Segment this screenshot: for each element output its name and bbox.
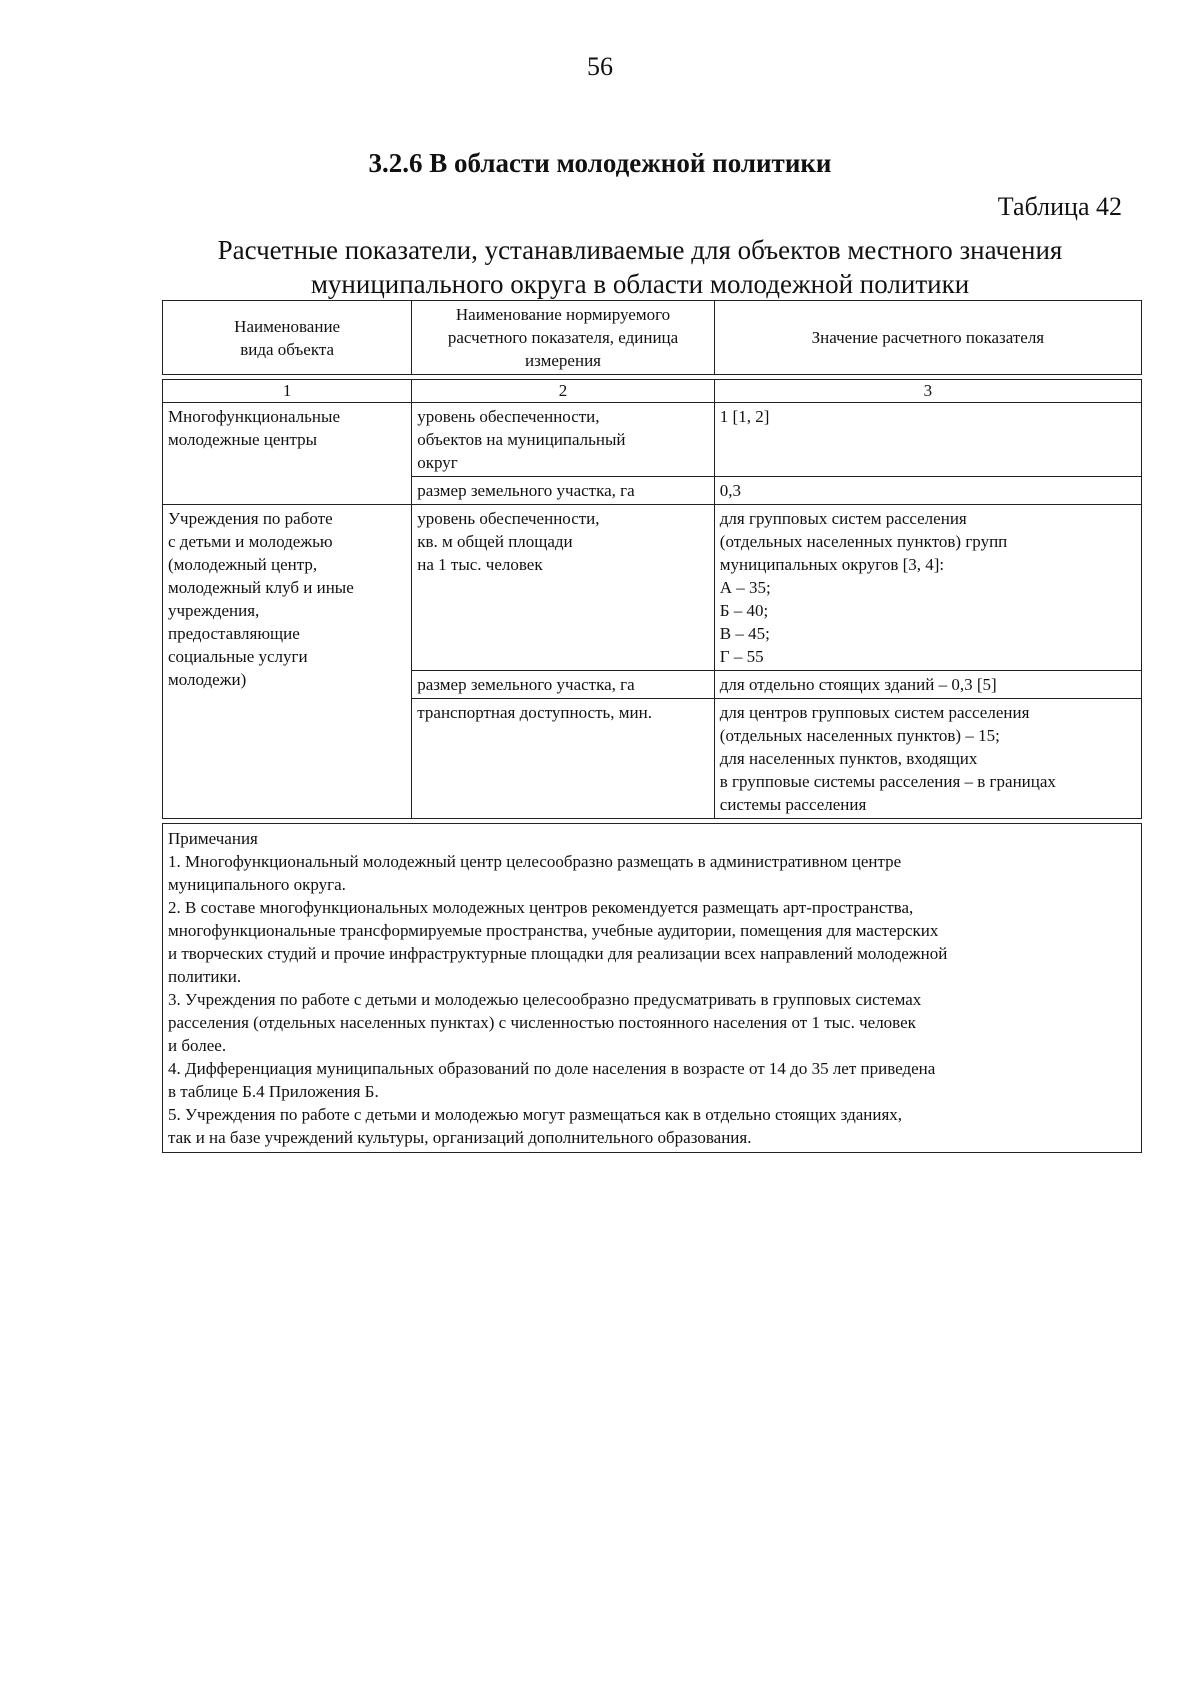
note-line: 3. Учреждения по работе с детьми и молодежью целесообразно предусматривать в групповых системах bbox=[168, 990, 922, 1009]
cell-line: уровень обеспеченности, bbox=[417, 509, 600, 528]
cell-line: А – 35; bbox=[719, 578, 771, 597]
cell-line: 1 [1, 2] bbox=[719, 407, 770, 426]
cell-line: на 1 тыс. человек bbox=[417, 555, 543, 574]
cell-line: объектов на муниципальный bbox=[417, 430, 626, 449]
header-line: Наименование нормируемого bbox=[455, 305, 671, 324]
indicator-cell bbox=[412, 403, 715, 477]
value-cell bbox=[714, 403, 1141, 477]
note-line: 5. Учреждения по работе с детьми и молодежью могут размещаться как в отдельно стоящих зданиях, bbox=[168, 1105, 903, 1124]
cell-line: кв. м общей площади bbox=[417, 532, 573, 551]
notes-cell bbox=[163, 824, 1142, 1153]
cell-line: предоставляющие bbox=[168, 624, 300, 643]
indicator-cell bbox=[412, 505, 715, 671]
header-line: измерения bbox=[525, 351, 601, 370]
caption-line: Расчетные показатели, устанавливаемые для объектов местного значения bbox=[217, 235, 1063, 265]
header-object-type bbox=[163, 301, 412, 375]
table-label: Таблица 42 bbox=[997, 192, 1122, 221]
indicator-cell bbox=[412, 699, 715, 819]
table-row bbox=[163, 505, 1142, 671]
indicators-table bbox=[162, 300, 1142, 1153]
note-line: 2. В составе многофункциональных молодежных центров рекомендуется размещать арт-пространства, bbox=[168, 898, 914, 917]
note-line: многофункциональные трансформируемые пространства, учебные аудитории, помещения для мастерских bbox=[168, 921, 939, 940]
note-line: 4. Дифференциация муниципальных образований по доле населения в возрасте от 14 до 35 лет приведена bbox=[168, 1059, 936, 1078]
cell-line: (отдельных населенных пунктов) – 15; bbox=[719, 726, 1000, 745]
header-line: расчетного показателя, единица bbox=[447, 328, 679, 347]
table-caption bbox=[150, 233, 1130, 301]
table-header-row bbox=[163, 301, 1142, 375]
cell-line: В – 45; bbox=[719, 624, 770, 643]
cell-line: размер земельного участка, га bbox=[417, 675, 635, 694]
cell-line: с детьми и молодежью bbox=[168, 532, 333, 551]
object-type-cell bbox=[163, 505, 412, 819]
note-line: 1. Многофункциональный молодежный центр целесообразно размещать в административном центре bbox=[168, 852, 902, 871]
cell-line: размер земельного участка, га bbox=[417, 481, 635, 500]
cell-line: округ bbox=[417, 453, 458, 472]
table-row bbox=[163, 403, 1142, 477]
value-cell bbox=[714, 505, 1141, 671]
cell-line: учреждения, bbox=[168, 601, 260, 620]
cell-line: Г – 55 bbox=[719, 647, 764, 666]
value-cell bbox=[714, 699, 1141, 819]
column-number: 1 bbox=[163, 380, 412, 403]
cell-line: для групповых систем расселения bbox=[719, 509, 967, 528]
cell-line: уровень обеспеченности, bbox=[417, 407, 600, 426]
header-line: Наименование bbox=[234, 316, 341, 336]
note-line: и более. bbox=[168, 1036, 227, 1055]
cell-line: Б – 40; bbox=[719, 601, 769, 620]
cell-line: 0,3 bbox=[719, 481, 742, 500]
section-title: 3.2.6 В области молодежной политики bbox=[368, 148, 832, 178]
cell-line: системы расселения bbox=[719, 795, 867, 814]
cell-line: Многофункциональные bbox=[168, 407, 341, 426]
notes-row bbox=[163, 824, 1142, 1153]
cell-line: Учреждения по работе bbox=[168, 509, 333, 528]
note-line: так и на базе учреждений культуры, организаций дополнительного образования. bbox=[168, 1128, 752, 1147]
note-line: политики. bbox=[168, 967, 242, 986]
cell-line: для населенных пунктов, входящих bbox=[719, 749, 978, 768]
header-line: Значение расчетного показателя bbox=[811, 328, 1045, 347]
note-line: и творческих студий и прочие инфраструктурные площадки для реализации всех направлений молодежной bbox=[168, 944, 948, 963]
column-number: 2 bbox=[412, 380, 715, 403]
note-line: расселения (отдельных населенных пунктах) с численностью постоянного населения от 1 тыс. человек bbox=[168, 1013, 916, 1032]
cell-line: муниципальных округов [3, 4]: bbox=[719, 555, 945, 574]
column-number: 3 bbox=[714, 380, 1141, 403]
cell-line: молодежи) bbox=[168, 670, 247, 689]
header-line: вида объекта bbox=[240, 339, 335, 359]
object-type-cell bbox=[163, 403, 412, 505]
page-number: 56 bbox=[587, 52, 613, 81]
cell-line: для центров групповых систем расселения bbox=[719, 703, 1030, 722]
cell-line: для отдельно стоящих зданий – 0,3 [5] bbox=[719, 675, 997, 694]
cell-line: в групповые системы расселения – в границах bbox=[719, 772, 1056, 791]
indicator-cell bbox=[412, 477, 715, 505]
cell-line: транспортная доступность, мин. bbox=[417, 703, 652, 722]
cell-line: молодежный клуб и иные bbox=[168, 578, 354, 597]
cell-line: (молодежный центр, bbox=[168, 555, 318, 574]
value-cell bbox=[714, 671, 1141, 699]
note-line: в таблице Б.4 Приложения Б. bbox=[168, 1082, 379, 1101]
header-indicator-name bbox=[412, 301, 715, 375]
cell-line: социальные услуги bbox=[168, 647, 308, 666]
cell-line: молодежные центры bbox=[168, 430, 318, 449]
cell-line: (отдельных населенных пунктов) групп bbox=[719, 532, 1008, 551]
note-line: муниципального округа. bbox=[168, 875, 346, 894]
value-cell bbox=[714, 477, 1141, 505]
column-number-row bbox=[163, 380, 1142, 403]
indicator-cell bbox=[412, 671, 715, 699]
notes-title: Примечания bbox=[168, 829, 258, 848]
header-indicator-value bbox=[714, 301, 1141, 375]
caption-line: муниципального округа в области молодежной политики bbox=[310, 269, 970, 299]
